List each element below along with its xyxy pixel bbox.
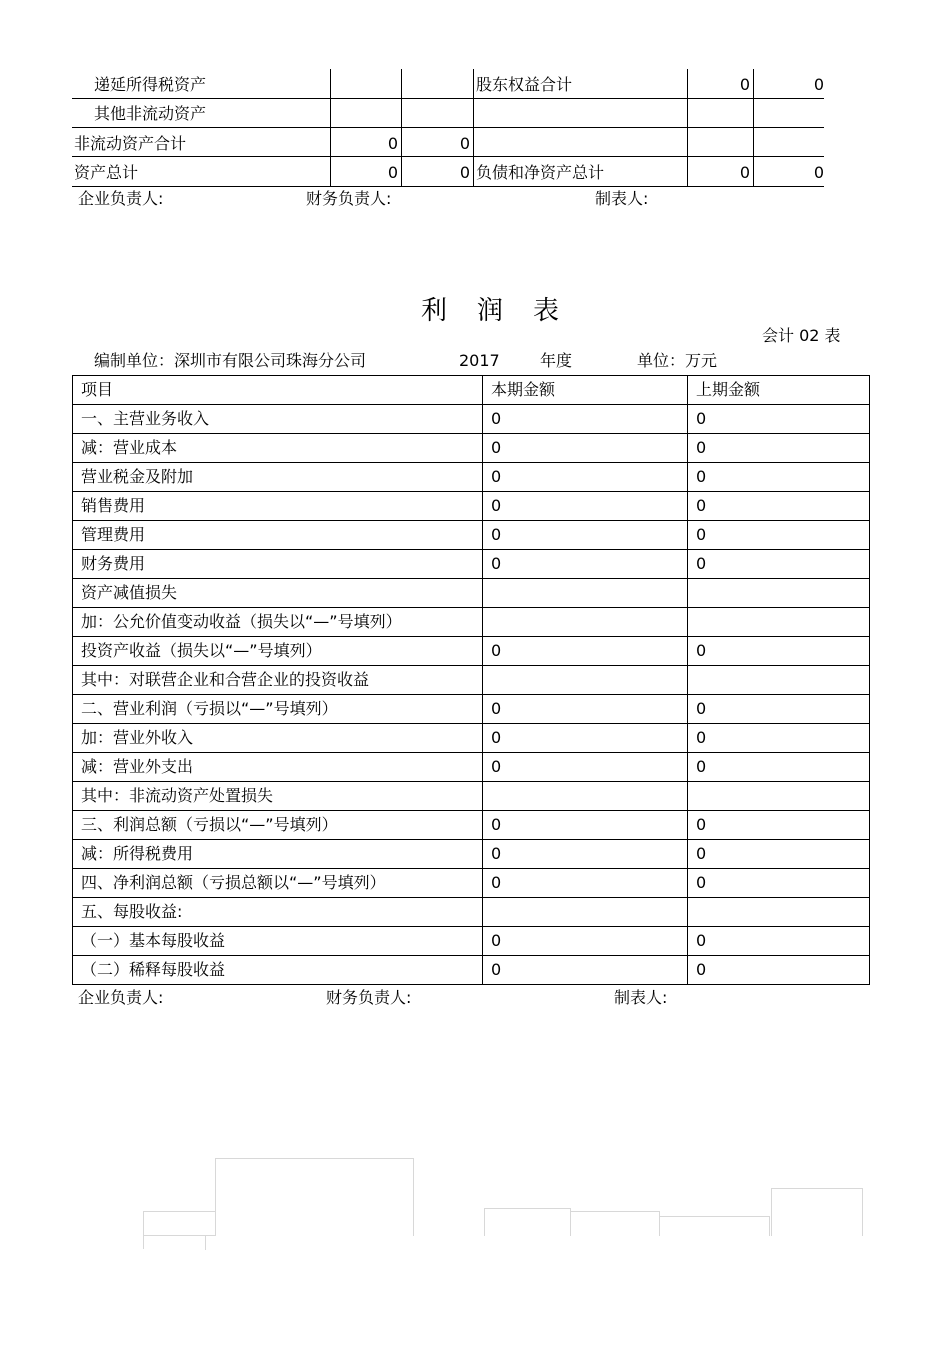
row-previous-amount: 0 [688,637,870,666]
row-item-label: 减：营业外支出 [73,753,483,782]
signature-finance: 财务负责人: [326,988,412,1007]
row-current-amount: 0 [483,492,688,521]
table-row [73,898,870,927]
table-row [73,927,870,956]
row-item-label: 销售费用 [73,492,483,521]
signature-preparer: 制表人: [595,189,649,208]
row-item-label: （二）稀释每股收益 [73,956,483,985]
row-current-amount [483,898,688,927]
row-current-amount [483,782,688,811]
table-row [73,695,870,724]
row-current-amount: 0 [483,927,688,956]
bs-row-label: 非流动资产合计 [74,134,187,153]
table-row [73,463,870,492]
table-row [73,869,870,898]
bs-row-divider [72,186,824,187]
bs-row-label: 负债和净资产总计 [476,163,605,182]
report-year-label: 年度 [540,351,573,370]
bs-value: 0 [739,75,750,94]
row-previous-amount: 0 [688,840,870,869]
row-current-amount: 0 [483,956,688,985]
bs-value: 0 [813,75,824,94]
row-current-amount: 0 [483,521,688,550]
row-item-label: 二、营业利润（亏损以“—”号填列） [73,695,483,724]
table-row [73,753,870,782]
row-item-label: 投资产收益（损失以“—”号填列） [73,637,483,666]
row-item-label: 一、主营业务收入 [73,405,483,434]
row-previous-amount: 0 [688,927,870,956]
row-item-label: （一）基本每股收益 [73,927,483,956]
table-row [73,840,870,869]
row-current-amount [483,579,688,608]
row-item-label: 营业税金及附加 [73,463,483,492]
row-current-amount: 0 [483,724,688,753]
row-previous-amount: 0 [688,434,870,463]
row-previous-amount [688,898,870,927]
table-row [73,405,870,434]
row-previous-amount: 0 [688,463,870,492]
preparing-unit: 编制单位：深圳市有限公司珠海分公司 [94,351,367,370]
income-statement-table [72,375,870,985]
bs-value: 0 [459,134,470,153]
row-previous-amount: 0 [688,492,870,521]
header-item: 项目 [73,376,483,405]
table-row [73,434,870,463]
row-previous-amount: 0 [688,405,870,434]
row-item-label: 三、利润总额（亏损以“—”号填列） [73,811,483,840]
row-item-label: 加：公允价值变动收益（损失以“—”号填列） [73,608,483,637]
signature-owner: 企业负责人: [78,988,164,1007]
row-previous-amount: 0 [688,869,870,898]
signature-owner: 企业负责人: [78,189,164,208]
table-row [73,637,870,666]
row-previous-amount: 0 [688,753,870,782]
table-row [73,550,870,579]
bs-value: 0 [739,163,750,182]
row-previous-amount: 0 [688,695,870,724]
row-item-label: 资产减值损失 [73,579,483,608]
table-row [73,579,870,608]
table-row [73,666,870,695]
row-current-amount: 0 [483,463,688,492]
bs-value: 0 [459,163,470,182]
row-current-amount: 0 [483,753,688,782]
row-item-label: 五、每股收益: [73,898,483,927]
row-previous-amount [688,608,870,637]
table-row [73,724,870,753]
row-current-amount: 0 [483,550,688,579]
bs-value: 0 [813,163,824,182]
header-previous-amount: 上期金额 [688,376,870,405]
row-previous-amount: 0 [688,811,870,840]
table-header-row [73,376,870,405]
table-row [73,811,870,840]
form-code: 会计 02 表 [762,326,841,345]
row-item-label: 财务费用 [73,550,483,579]
currency-unit: 单位：万元 [637,351,718,370]
row-previous-amount: 0 [688,724,870,753]
row-current-amount: 0 [483,869,688,898]
table-row [73,782,870,811]
row-current-amount: 0 [483,637,688,666]
bs-value: 0 [387,134,398,153]
row-item-label: 四、净利润总额（亏损总额以“—”号填列） [73,869,483,898]
signature-preparer: 制表人: [614,988,668,1007]
bs-row-divider [72,127,824,128]
row-item-label: 其中：对联营企业和合营企业的投资收益 [73,666,483,695]
bs-row-label: 股东权益合计 [476,75,573,94]
row-current-amount: 0 [483,811,688,840]
bs-value: 0 [387,163,398,182]
row-previous-amount [688,666,870,695]
row-previous-amount [688,579,870,608]
row-previous-amount: 0 [688,956,870,985]
bs-row-divider [72,98,824,99]
row-current-amount [483,666,688,695]
income-statement-title: 利润表 [420,296,589,326]
report-year: 2017 [459,351,500,370]
bs-row-label: 资产总计 [74,163,139,182]
header-current-amount: 本期金额 [483,376,688,405]
row-current-amount: 0 [483,695,688,724]
row-current-amount: 0 [483,434,688,463]
row-current-amount: 0 [483,405,688,434]
table-row [73,492,870,521]
row-current-amount [483,608,688,637]
table-row [73,608,870,637]
bs-row-label: 递延所得税资产 [94,75,207,94]
signature-finance: 财务负责人: [306,189,392,208]
row-previous-amount: 0 [688,550,870,579]
row-previous-amount [688,782,870,811]
table-row [73,521,870,550]
bs-row-divider [72,156,824,157]
bs-row-label: 其他非流动资产 [94,104,207,123]
row-item-label: 加：营业外收入 [73,724,483,753]
table-row [73,956,870,985]
row-current-amount: 0 [483,840,688,869]
row-item-label: 其中：非流动资产处置损失 [73,782,483,811]
row-item-label: 管理费用 [73,521,483,550]
row-item-label: 减：所得税费用 [73,840,483,869]
row-previous-amount: 0 [688,521,870,550]
row-item-label: 减：营业成本 [73,434,483,463]
